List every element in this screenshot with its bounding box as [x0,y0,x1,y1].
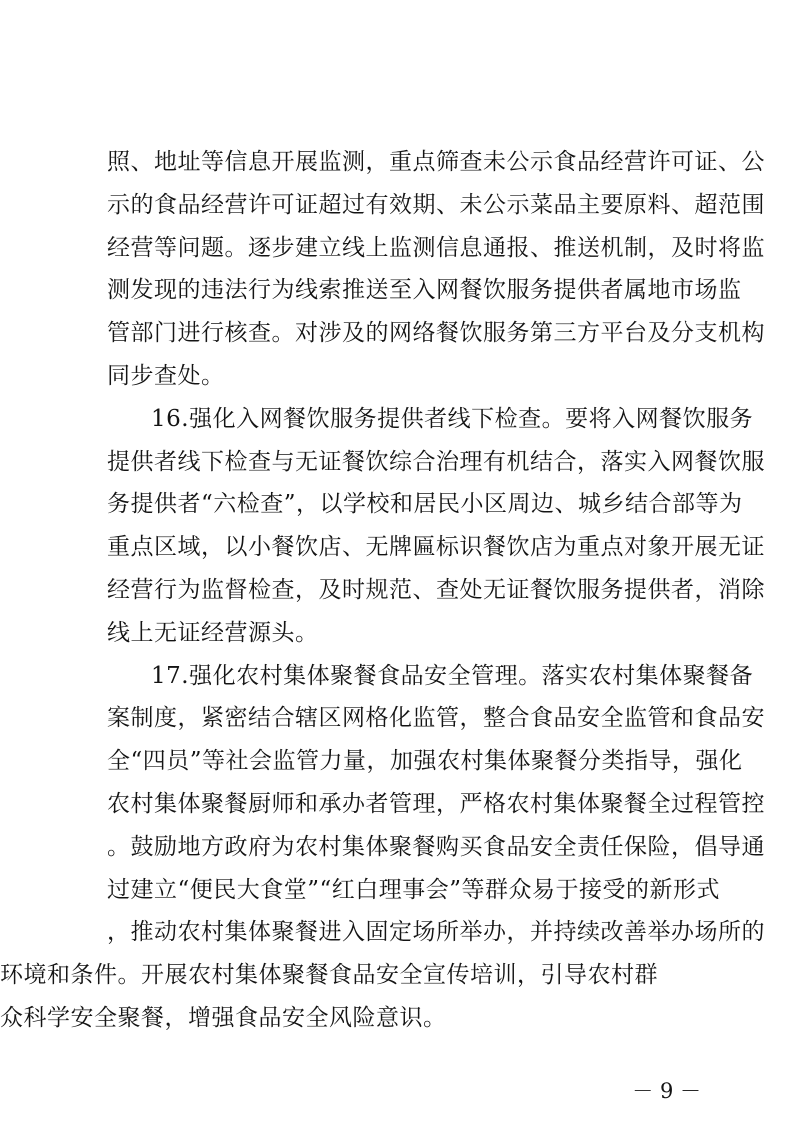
text-line: 。鼓励地方政府为农村集体聚餐购买食品安全责任保险，倡导通 [107,833,765,860]
text-line: 经营等问题。逐步建立线上监测信息通报、推送机制，及时将监 [107,234,765,261]
text-line: 线上无证经营源头。 [107,619,319,646]
text-line: 提供者线下检查与无证餐饮综合治理有机结合，落实入网餐饮服 [107,448,765,475]
text-line: 务提供者“六检查”，以学校和居民小区周边、城乡结合部等为 [107,491,743,518]
text-line: 过建立“便民大食堂”“红白理事会”等群众易于接受的新形式 [107,876,721,903]
text-line: 经营行为监督检查，及时规范、查处无证餐饮服务提供者，消除 [107,577,765,603]
text-line: 测发现的违法行为线索推送至入网餐饮服务提供者属地市场监 [107,277,742,304]
text-line: 示的食品经营许可证超过有效期、未公示菜品主要原料、超范围 [107,191,765,218]
text-line: 管部门进行核查。对涉及的网络餐饮服务第三方平台及分支机构 [107,320,765,347]
text-line: 农村集体聚餐厨师和承办者管理，严格农村集体聚餐全过程管控 [107,791,765,817]
text-line: 众科学安全聚餐，增强食品安全风险意识。 [0,1005,447,1031]
paragraph-16-heading: 16.强化入网餐饮服务提供者线下检查。要将入网餐饮服务 [151,405,754,432]
text-line: 重点区域，以小餐饮店、无牌匾标识餐饮店为重点对象开展无证 [107,534,765,561]
text-line: 案制度，紧密结合辖区网格化监管，整合食品安全监管和食品安 [107,705,765,732]
text-line: 同步查处。 [107,363,225,389]
paragraph-17-heading: 17.强化农村集体聚餐食品安全管理。落实农村集体聚餐备 [151,662,754,689]
text-line: 照、地址等信息开展监测，重点筛查未公示食品经营许可证、公 [107,149,765,175]
text-line: ，推动农村集体聚餐进入固定场所举办，并持续改善举办场所的 [107,919,765,946]
text-line: 环境和条件。开展农村集体聚餐食品安全宣传培训，引导农村群 [0,962,658,989]
page-number: － 9 － [632,1079,701,1103]
text-line: 全“四员”等社会监管力量，加强农村集体聚餐分类指导，强化 [107,748,743,775]
